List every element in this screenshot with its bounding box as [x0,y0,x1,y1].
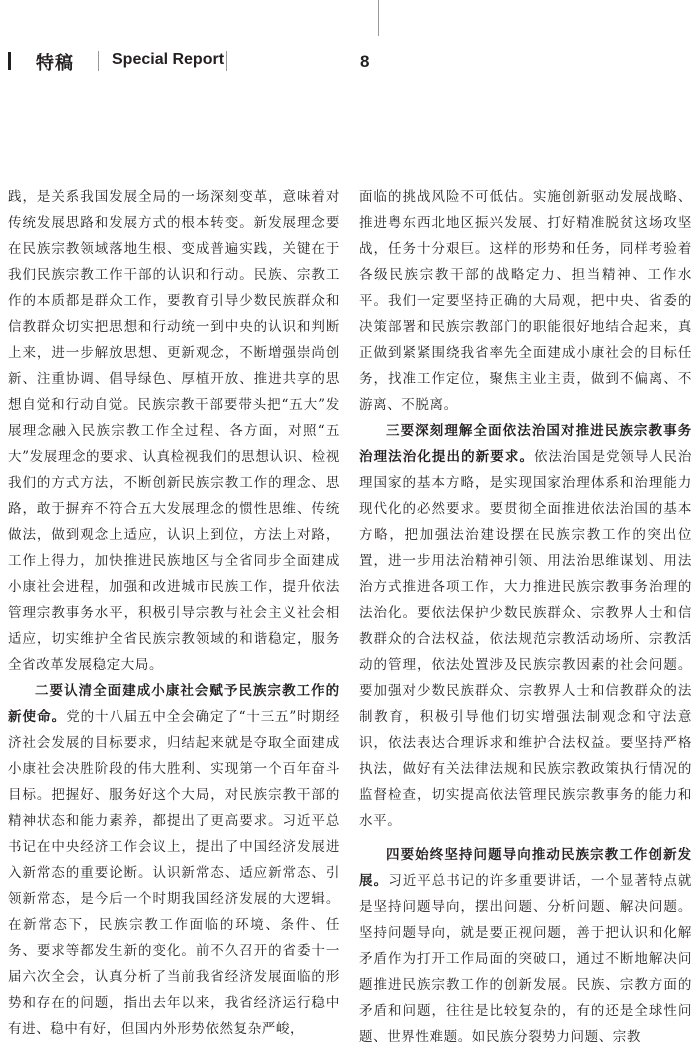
paragraph-body: 依法治国是党领导人民治理国家的基本方略，是实现国家治理体系和治理能力现代化的必然要求。要贯彻全面推进依法治国的基本方略，把加强法治建设摆在民族宗教工作的突出位置，进一步用法治精神引领、用法治思维谋划、用法治方式推进各项工作，大力推进民族宗教事务治理的法治化。要依法保护少数民族群众、宗教界人士和信教群众的合法权益，依法规范宗教活动场所、宗教活动的管理，依法处置涉及民族宗教因素的社会问题。要加强对少数民族群众、宗教界人士和信教群众的法制教育，积极引导他们切实增强法制观念和守法意识，依法表达合理诉求和维护合法权益。要坚持严格执法，做好有关法律法规和民族宗教政策执行情况的监督检查，切实提高依法管理民族宗教事务的能力和水平。 [359,449,692,829]
paragraph [359,418,692,834]
section-title-cn: 特稿 [36,53,74,74]
right-column [359,184,692,1046]
paragraph [359,842,692,1046]
left-column [8,184,340,1046]
paragraph-heading: 三要深刻理解全面依法治国对推进民族宗教事务治理法治化提出的新要求。 [359,423,692,465]
header-divider [98,51,99,71]
header-marker-bar [8,52,11,70]
paragraph-heading: 二要认清全面建成小康社会赋予民族宗教工作的新使命。 [8,683,340,725]
header-divider [226,51,227,71]
paragraph: 面临的挑战风险不可低估。实施创新驱动发展战略、推进粤东西北地区振兴发展、打好精准脱贫这场攻坚战，任务十分艰巨。这样的形势和任务，同样考验着各级民族宗教干部的战略定力、担当精神、工作水平。我们一定要坚持正确的大局观，把中央、省委的决策部署和民族宗教部门的职能很好地结合起来，真正做到紧紧围绕我省率先全面建成小康社会的目标任务，找准工作定位，聚焦主业主责，做到不偏离、不游离、不脱离。 [359,189,692,413]
paragraph-body: 习近平总书记的许多重要讲话，一个显著特点就是坚持问题导向，摆出问题、分析问题、解决问题。坚持问题导向，就是要正视问题，善于把认识和化解矛盾作为打开工作局面的突破口，通过不断地解决问题推进民族宗教工作的创新发展。民族、宗教方面的矛盾和问题，往往是比较复杂的，有的还是全球性问题、世界性难题。如民族分裂势力问题、宗教 [359,873,692,1045]
fold-line [378,0,379,36]
paragraph-body: 党的十八届五中全会确定了“十三五”时期经济社会发展的目标要求，归结起来就是夺取全面建成小康社会决胜阶段的伟大胜利、实现第一个百年奋斗目标。把握好、服务好这个大局，对民族宗教干部的精神状态和能力素养，都提出了更高要求。习近平总书记在中央经济工作会议上，提出了中国经济发展进入新常态的重要论断。认识新常态、适应新常态、引领新常态，是今后一个时期我国经济发展的大逻辑。在新常态下，民族宗教工作面临的环境、条件、任务、要求等都发生新的变化。前不久召开的省委十一届六次全会，认真分析了当前我省经济发展面临的形势和存在的问题，指出去年以来，我省经济运行稳中有进、稳中有好，但国内外形势依然复杂严峻， [8,709,340,1037]
section-title-en: Special Report [112,51,225,68]
paragraph [8,678,340,1042]
paragraph-heading: 四要始终坚持问题导向推动民族宗教工作创新发展。 [359,847,692,889]
paragraph: 践，是关系我国发展全局的一场深刻变革，意味着对传统发展思路和发展方式的根本转变。新发展理念要在民族宗教领域落地生根、变成普遍实践，关键在于我们民族宗教工作干部的认识和行动。民族、宗教工作的本质都是群众工作，要教育引导少数民族群众和信教群众切实把思想和行动统一到中央的认识和判断上来，进一步解放思想、更新观念，不断增强崇尚创新、注重协调、倡导绿色、厚植开放、推进共享的思想自觉和行动自觉。民族宗教干部要带头把“五大”发展理念融入民族宗教工作全过程、各方面，对照“五大”发展理念的要求、认真检视我们的思想认识、检视我们的方式方法，不断创新民族宗教工作的理念、思路，敢于摒弃不符合五大发展理念的惯性思维、传统做法，做到观念上适应，认识上到位，方法上对路，工作上得力，加快推进民族地区与全省同步全面建成小康社会进程，加强和改进城市民族工作，提升依法管理宗教事务水平，积极引导宗教与社会主义社会相适应，切实维护全省民族宗教领域的和谐稳定，服务全省改革发展稳定大局。 [8,189,340,673]
page-header [0,0,700,80]
page-number: 8 [360,52,370,71]
